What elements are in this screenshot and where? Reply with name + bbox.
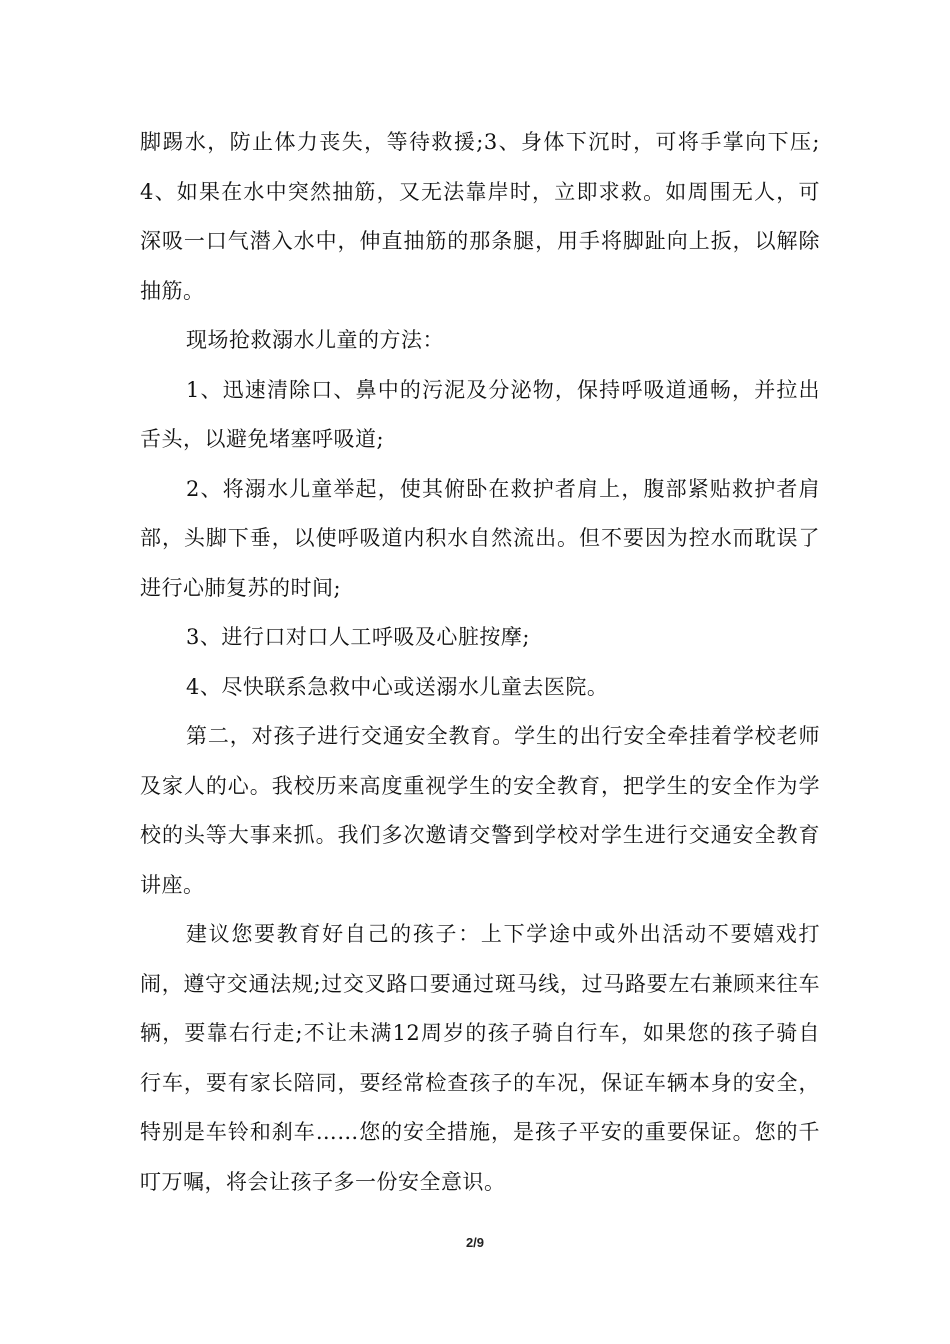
paragraph-rescue-step-2: 2、将溺水儿童举起，使其俯卧在救护者肩上，腹部紧贴救护者肩部，头脚下垂，以使呼吸道内积水自然流出。但不要因为控水而耽误了进行心肺复苏的时间;: [140, 476, 820, 600]
page-number: 2/9: [465, 1235, 485, 1250]
paragraph-parent-advice: 建议您要教育好自己的孩子：上下学途中或外出活动不要嬉戏打闹，遵守交通法规;过交叉路口要通过斑马线，过马路要左右兼顾来往车辆，要靠右行走;不让未满12周岁的孩子骑自行车，如果您的孩子骑自行车，要有家长陪同，要经常检查孩子的车况，保证车辆本身的安全，特别是车铃和刹车……您的安全措施，是孩子平安的重要保证。您的千叮万嘱，将会让孩子多一份安全意识。: [140, 922, 820, 1194]
paragraph-rescue-step-1: 1、迅速清除口、鼻中的污泥及分泌物，保持呼吸道通畅，并拉出舌头，以避免堵塞呼吸道;: [140, 377, 820, 451]
paragraph-rescue-step-3: 3、进行口对口人工呼吸及心脏按摩;: [186, 625, 530, 649]
paragraph-rescue-heading: 现场抢救溺水儿童的方法：: [186, 328, 444, 352]
paragraph-rescue-step-4: 4、尽快联系急救中心或送溺水儿童去医院。: [186, 674, 609, 699]
paragraph-continuation: 脚踢水，防止体力丧失，等待救援;3、身体下沉时，可将手掌向下压;4、如果在水中突然抽筋，又无法靠岸时，立即求救。如周围无人，可深吸一口气潜入水中，伸直抽筋的那条腿，用手将脚趾向上扳，以解除抽筋。: [140, 130, 820, 303]
paragraph-traffic-safety: 第二，对孩子进行交通安全教育。学生的出行安全牵挂着学校老师及家人的心。我校历来高度重视学生的安全教育，把学生的安全作为学校的头等大事来抓。我们多次邀请交警到学校对学生进行交通安全教育讲座。: [140, 724, 820, 897]
document-body: [140, 118, 820, 1207]
